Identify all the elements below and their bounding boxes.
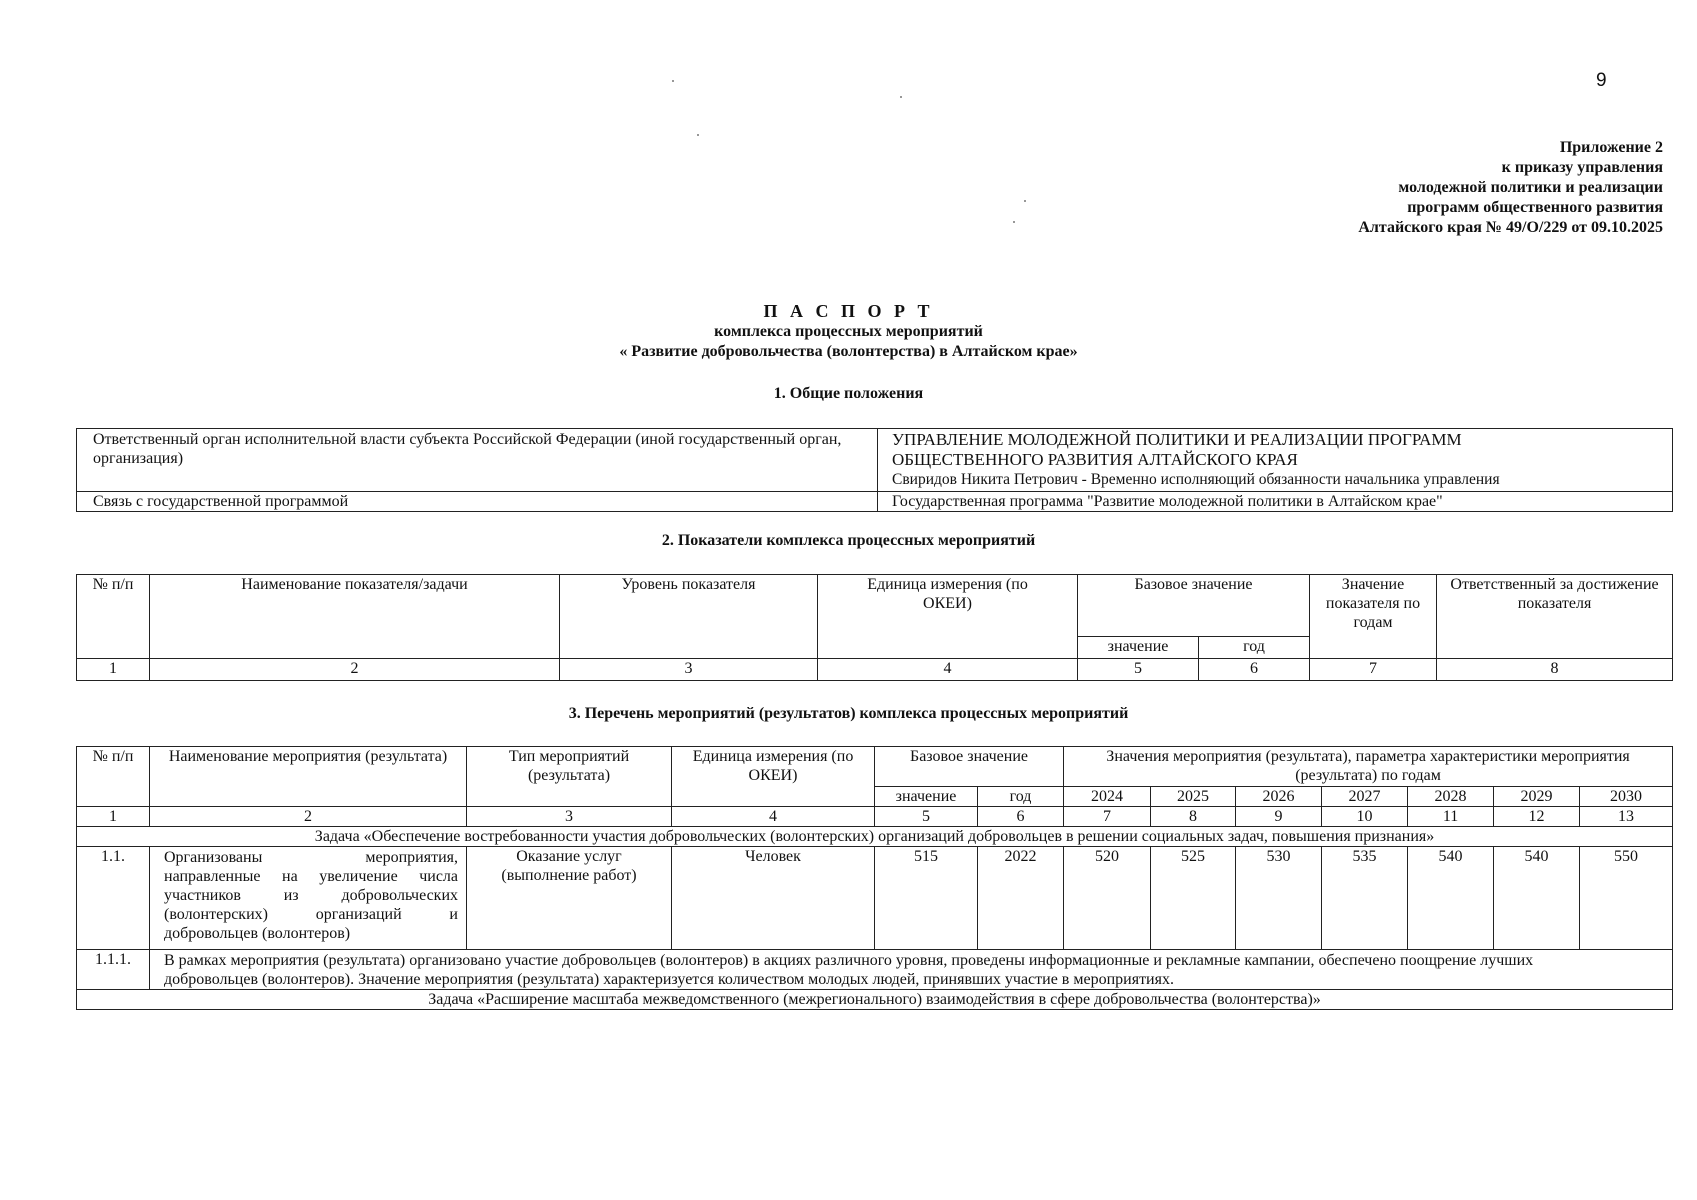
header-base-value-value: значение [875, 787, 978, 807]
section3-heading: 3. Перечень мероприятий (результатов) комплекса процессных мероприятий [568, 705, 1129, 722]
column-number: 10 [1322, 807, 1408, 827]
column-number: 12 [1494, 807, 1580, 827]
column-number-row [77, 807, 1673, 827]
table-row [77, 950, 1673, 990]
table-header-row [77, 575, 1673, 637]
column-number: 5 [875, 807, 978, 827]
appendix-line: молодежной политики и реализации [1398, 179, 1663, 196]
base-value: 515 [875, 847, 978, 950]
header-year: 2026 [1236, 787, 1322, 807]
header-base-value-year: год [978, 787, 1064, 807]
header-base-value: Базовое значение [1078, 575, 1310, 637]
column-number: 4 [672, 807, 875, 827]
scan-speck [1024, 200, 1026, 202]
column-number: 13 [1580, 807, 1673, 827]
state-program-value: Государственная программа "Развитие молодежной политики в Алтайском крае" [878, 492, 1673, 512]
org-name-line: ОБЩЕСТВЕННОГО РАЗВИТИЯ АЛТАЙСКОГО КРАЯ [892, 450, 1298, 469]
head-name: Свиридов Никита Петрович - Временно исполняющий обязанности начальника управления [892, 471, 1500, 488]
activities-table [76, 746, 1673, 1010]
appendix-line: к приказу управления [1501, 159, 1663, 176]
year-value: 540 [1408, 847, 1494, 950]
header-unit: Единица измерения (по ОКЕИ) [672, 747, 875, 807]
year-value: 535 [1322, 847, 1408, 950]
header-activity-type: Тип мероприятий (результата) [467, 747, 672, 807]
column-number: 3 [467, 807, 672, 827]
table-row [77, 847, 1673, 950]
activity-type: Оказание услуг (выполнение работ) [467, 847, 672, 950]
column-number: 8 [1437, 659, 1673, 681]
appendix-line: Приложение 2 [1559, 139, 1663, 156]
org-name-line: УПРАВЛЕНИЕ МОЛОДЕЖНОЙ ПОЛИТИКИ И РЕАЛИЗАЦИИ ПРОГРАММ [892, 430, 1462, 449]
header-year: 2027 [1322, 787, 1408, 807]
year-value: 530 [1236, 847, 1322, 950]
title-program-name: « Развитие добровольчества (волонтерства) в Алтайском крае» [619, 343, 1078, 360]
task-row [77, 990, 1673, 1010]
column-number-row [77, 659, 1673, 681]
scan-speck [1013, 221, 1015, 223]
table-row [77, 429, 1673, 492]
header-base-value: Базовое значение [875, 747, 1064, 787]
year-value: 550 [1580, 847, 1673, 950]
header-values-by-year: Значения мероприятия (результата), параметра характеристики мероприятия (результата) по годам [1064, 747, 1673, 787]
row-num: 1.1.1. [77, 950, 150, 990]
activity-unit: Человек [672, 847, 875, 950]
column-number: 1 [77, 807, 150, 827]
row-num: 1.1. [77, 847, 150, 950]
state-program-label: Связь с государственной программой [77, 492, 878, 512]
table-row [77, 492, 1673, 512]
column-number: 6 [978, 807, 1064, 827]
document-title [0, 300, 1697, 362]
column-number: 4 [818, 659, 1078, 681]
scan-speck [900, 96, 902, 98]
column-number: 11 [1408, 807, 1494, 827]
column-number: 1 [77, 659, 150, 681]
responsible-body-value [878, 429, 1673, 492]
column-number: 5 [1078, 659, 1199, 681]
column-number: 7 [1064, 807, 1151, 827]
title-subtitle: комплекса процессных мероприятий [714, 323, 983, 340]
header-responsible: Ответственный за достижение показателя [1437, 575, 1673, 659]
page-number: 9 [1596, 70, 1607, 91]
header-year: 2030 [1580, 787, 1673, 807]
year-value: 540 [1494, 847, 1580, 950]
column-number: 3 [560, 659, 818, 681]
header-year: 2024 [1064, 787, 1151, 807]
responsible-body-label: Ответственный орган исполнительной власти субъекта Российской Федерации (иной государственный орган, организация) [77, 429, 878, 492]
column-number: 8 [1151, 807, 1236, 827]
header-year: 2029 [1494, 787, 1580, 807]
task-title: Задача «Обеспечение востребованности участия добровольческих (волонтерских) организаций добровольцев в решении социальных задач, повышения признания» [77, 827, 1673, 847]
activity-name: Организованы мероприятия, направленные на увеличение числа участников из добровольческих (волонтерских) организаций и добровольцев (волонтеров) [150, 847, 467, 950]
header-base-value-year: год [1199, 637, 1310, 659]
activity-description: В рамках мероприятия (результата) организовано участие добровольцев (волонтеров) в акциях различного уровня, проведены информационные и рекламные кампании, обеспечено поощрение лучших добровольцев (волонтеров). Значение мероприятия (результата) характеризуется количеством молодых людей, принявших участие в мероприятиях. [150, 950, 1673, 990]
appendix-line: Алтайского края № 49/О/229 от 09.10.2025 [1358, 219, 1663, 236]
header-num: № п/п [77, 747, 150, 807]
header-year: 2025 [1151, 787, 1236, 807]
year-value: 525 [1151, 847, 1236, 950]
task-title: Задача «Расширение масштаба межведомственного (межрегионального) взаимодействия в сфере добровольчества (волонтерства)» [77, 990, 1673, 1010]
passport-title: П А С П О Р Т [763, 301, 934, 321]
header-year: 2028 [1408, 787, 1494, 807]
section1-heading: 1. Общие положения [773, 385, 924, 402]
indicators-table [76, 574, 1673, 681]
header-unit: Единица измерения (по ОКЕИ) [818, 575, 1078, 659]
header-value-by-years: Значение показателя по годам [1310, 575, 1437, 659]
base-year: 2022 [978, 847, 1064, 950]
year-value: 520 [1064, 847, 1151, 950]
column-number: 6 [1199, 659, 1310, 681]
column-number: 9 [1236, 807, 1322, 827]
column-number: 7 [1310, 659, 1437, 681]
column-number: 2 [150, 659, 560, 681]
task-row [77, 827, 1673, 847]
header-num: № п/п [77, 575, 150, 659]
table-header-row [77, 747, 1673, 787]
header-indicator-name: Наименование показателя/задачи [150, 575, 560, 659]
general-provisions-table [76, 428, 1673, 512]
header-base-value-value: значение [1078, 637, 1199, 659]
section2-heading: 2. Показатели комплекса процессных мероприятий [661, 532, 1036, 549]
appendix-block [1358, 138, 1663, 238]
header-level: Уровень показателя [560, 575, 818, 659]
scan-speck [697, 134, 699, 136]
column-number: 2 [150, 807, 467, 827]
appendix-line: программ общественного развития [1407, 199, 1663, 216]
scan-speck [672, 80, 674, 82]
header-activity-name: Наименование мероприятия (результата) [150, 747, 467, 807]
